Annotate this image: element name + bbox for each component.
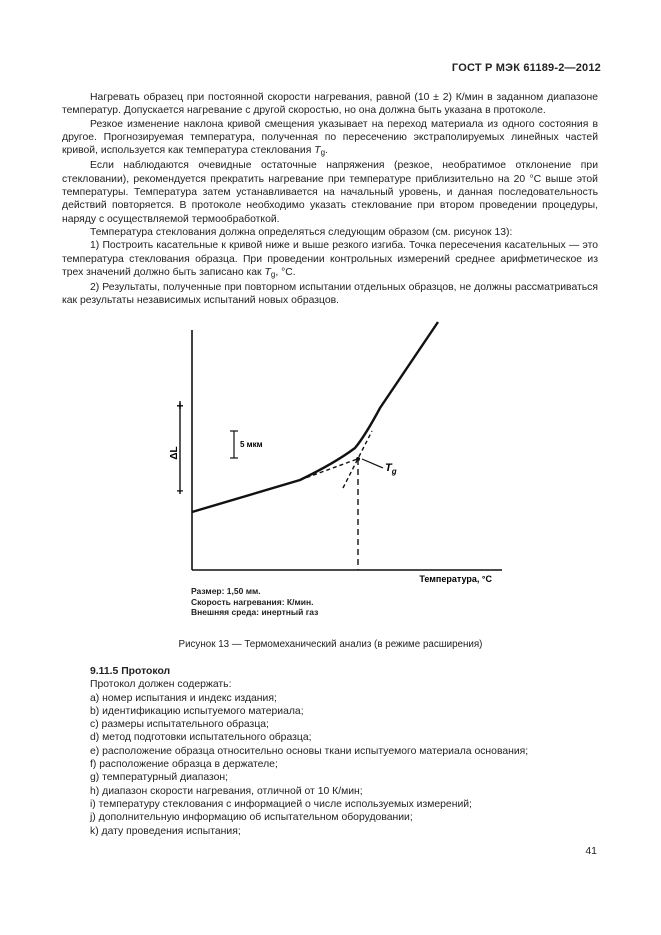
tg-symbol-2: T xyxy=(264,266,271,278)
protocol-item: k) дату проведения испытания; xyxy=(90,825,241,837)
paragraph-stress: Если наблюдаются очевидные остаточные напряжения (резкое, необратимое отклонение при стекловании), рекомендуется прекратить нагревание при температуре приблизительно на 20 °С выше этой температуры. Температура затем устанавливается на начальный уровень, и данная последовательность действий повторяется. В протоколе необходимо указать стеклование при втором проведении процедуры, наряду с осуществляемой термообработкой. xyxy=(62,160,598,225)
expansion-curve xyxy=(192,322,438,512)
protocol-item: h) диапазон скорости нагревания, отличной от 10 К/мин; xyxy=(90,785,363,797)
step-1-text: 1) Построить касательные к кривой ниже и выше резкого изгиба. Точка пересечения касательных — это температура стеклования образца. При проведении контрольных измерений среднее арифметическое из трех значений должно быть записано как xyxy=(62,240,598,278)
intersection-point xyxy=(356,457,360,461)
paragraph-method: Температура стеклования должна определяться следующим образом (см. рисунок 13): xyxy=(90,226,513,238)
x-axis-label: Температура, °С xyxy=(419,574,492,584)
paragraph-slope xyxy=(62,118,598,160)
protocol-item: j) дополнительную информацию об испытательном оборудовании; xyxy=(90,812,413,824)
body-text xyxy=(62,91,598,308)
y-axis-label: ΔL xyxy=(169,446,180,460)
protocol-item: f) расположение образца в держателе; xyxy=(90,759,278,771)
paragraph-step-1 xyxy=(62,239,598,281)
plus-sign: + xyxy=(176,399,184,413)
tg-subscript: g xyxy=(320,148,326,158)
protocol-item: c) размеры испытательного образца; xyxy=(90,719,269,731)
paragraph-heating: Нагревать образец при постоянной скорости нагревания, равной (10 ± 2) К/мин в заданном диапазоне температур. Допускается нагревание с другой скоростью, но она должна быть указана в протоколе. xyxy=(62,92,598,117)
scale-label: 5 мкм xyxy=(240,440,263,449)
protocol-item: e) расположение образца относительно основы ткани испытуемого материала основания; xyxy=(90,745,529,757)
info-size: Размер: 1,50 мм. xyxy=(191,586,261,596)
unit-suffix: , °С. xyxy=(275,266,296,278)
standard-header: ГОСТ Р МЭК 61189-2—2012 xyxy=(451,62,601,74)
info-rate: Скорость нагревания: К/мин. xyxy=(191,596,314,607)
tg-label-t: T xyxy=(385,462,392,474)
protocol-item: i) температуру стеклования с информацией о числе используемых измерений; xyxy=(90,798,472,810)
tg-label xyxy=(385,462,397,476)
protocol-item: a) номер испытания и индекс издания; xyxy=(90,692,277,704)
protocol-item: d) метод подготовки испытательного образца; xyxy=(90,732,312,744)
protocol-section xyxy=(90,665,610,838)
tg-label-sub: g xyxy=(391,467,397,476)
figure-info xyxy=(191,586,318,618)
minus-sign: – xyxy=(176,483,184,497)
protocol-item: g) температурный диапазон; xyxy=(90,772,229,784)
period: . xyxy=(325,145,328,157)
info-atmosphere: Внешняя среда: инертный газ xyxy=(191,607,319,617)
protocol-intro: Протокол должен содержать: xyxy=(90,679,232,691)
protocol-title: 9.11.5 Протокол xyxy=(90,666,171,677)
tg-leader xyxy=(362,459,383,468)
paragraph-step-2: 2) Результаты, полученные при повторном испытании отдельных образцов, не должны рассматриваться как результаты независимых испытаний новых образцов. xyxy=(62,282,598,307)
lower-tangent xyxy=(300,458,360,480)
paragraph-slope-text: Резкое изменение наклона кривой смещения указывает на переход материала из одного состояния в другое. Прогнозируемая температура, полученная по пересечению экстраполируемых линейных частей кривой, используется как температура стеклования xyxy=(62,118,598,157)
tma-figure xyxy=(150,318,510,628)
page-number: 41 xyxy=(585,845,597,857)
tg-subscript-2: g xyxy=(270,269,276,279)
figure-caption: Рисунок 13 — Термомеханический анализ (в режиме расширения) xyxy=(178,639,483,650)
tg-symbol: T xyxy=(314,145,321,157)
protocol-item: b) идентификацию испытуемого материала; xyxy=(90,705,304,717)
